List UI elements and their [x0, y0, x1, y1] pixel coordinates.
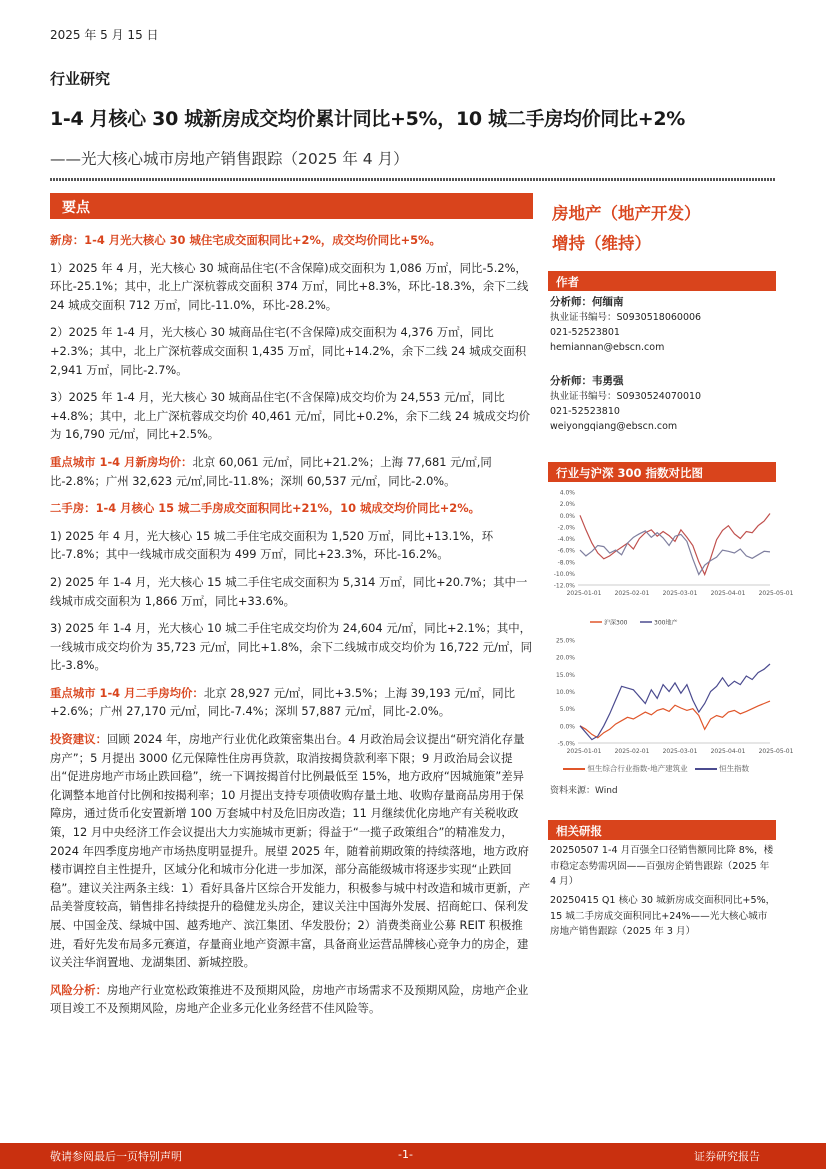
legend-swatch-2 [695, 768, 717, 770]
x-tick-label: 2025-04-01 [710, 590, 746, 597]
investment-head: 投资建议： [50, 732, 107, 747]
footer-disclaimer[interactable]: 敬请参阅最后一页特别声明 [50, 1150, 182, 1163]
y-tick-label: -2.0% [557, 524, 575, 532]
second-hand-point-1: 1) 2025 年 4 月，光大核心 15 城二手住宅成交面积为 1,520 万㎡，同比+13.1%，环比-7.8%；其中一线城市成交面积为 499 万㎡，同比+23.3%，环比-16.2%。 [50, 528, 494, 562]
second-hand-point-2: 2) 2025 年 1-4 月，光大核心 15 城二手住宅成交面积为 5,314 万㎡，同比+20.7%；其中一线城市成交面积为 1,866 万㎡，同比+33.6%。 [50, 574, 528, 608]
page-subtitle: ——光大核心城市房地产销售跟踪（2025 年 4 月） [50, 150, 409, 168]
x-tick-label: 2025-02-01 [614, 590, 650, 597]
series-line-2 [580, 664, 770, 740]
y-tick-label: 4.0% [559, 489, 575, 497]
analyst-1-phone: 021-52523801 [550, 327, 620, 338]
key-points-label: 要点 [62, 200, 90, 216]
related-1[interactable]: 20250507 1-4 月百强全口径销售额同比降 8%，楼市稳定态势需巩固——百强房企销售跟踪（2025 年 4 月） [550, 845, 774, 887]
y-tick-label: -8.0% [557, 559, 575, 567]
y-tick-label: 25.0% [555, 637, 575, 645]
y-tick-label: 15.0% [555, 671, 575, 679]
analyst-2-email[interactable]: weiyongqiang@ebscn.com [550, 421, 678, 432]
related-label: 相关研报 [556, 824, 602, 838]
x-tick-label: 2025-05-01 [758, 590, 794, 597]
y-tick-label: 5.0% [559, 706, 575, 714]
page-number: -1- [398, 1148, 413, 1161]
key-city-second-head: 重点城市 1-4 月二手房均价： [50, 685, 204, 700]
report-type: 行业研究 [50, 70, 111, 88]
x-tick-label: 2025-01-01 [566, 748, 602, 755]
series-line-1 [580, 701, 770, 738]
analyst-1-name: 分析师：何缅南 [550, 296, 624, 308]
x-tick-label: 2025-02-01 [614, 748, 650, 755]
new-house-point-2: 2）2025 年 1-4 月，光大核心 30 城商品住宅(不含保障)成交面积为 4,376 万㎡，同比+2.3%；其中，北上广深杭蓉成交面积 1,435 万㎡，同比+14.2%，余下二线 24 城成交面积 2,941 万㎡，同比-2.7%。 [50, 325, 527, 377]
y-tick-label: -5.0% [557, 740, 575, 748]
legend-label: 沪深300 [604, 619, 628, 627]
analyst-1 [550, 295, 701, 355]
x-tick-label: 2025-03-01 [662, 748, 698, 755]
new-house-point-3: 3）2025 年 1-4 月，光大核心 30 城商品住宅(不含保障)成交均价为 24,553 元/㎡，同比+4.8%；其中，北上广深杭蓉成交均价 40,461 元/㎡，同比+0.2%，余下二线 24 城成交均价为 16,790 元/㎡，同比+2.5%。 [50, 390, 530, 442]
key-city-new-body: 北京 60,061 元/㎡，同比+21.2%；上海 77,681 元/㎡,同比-2.8%；广州 32,623 元/㎡,同比-11.8%；深圳 60,537 元/㎡，同比-2.0%。 [50, 454, 492, 488]
second-hand-point-3: 3) 2025 年 1-4 月，光大核心 10 城二手住宅成交均价为 24,604 元/㎡，同比+2.1%；其中，一线城市成交均价为 35,723 元/㎡，同比+1.8%，余下二线城市成交均价为 16,722 元/㎡，同比-3.8%。 [50, 621, 533, 673]
rating-label: 增持（维持） [552, 234, 651, 253]
new-house-point-1: 1）2025 年 4 月，光大核心 30 城商品住宅(不含保障)成交面积为 1,086 万㎡，同比-5.2%，环比-25.1%；其中，北上广深杭蓉成交面积 374 万㎡，同比+8.3%，环比-18.3%，余下二线 24 城成交面积 712 万㎡，同比-11.0%，环比-28.2%。 [50, 260, 529, 312]
series-line-1 [580, 514, 770, 575]
analyst-2 [550, 374, 701, 434]
key-points-body [50, 231, 533, 1027]
investment-advice [50, 730, 533, 972]
legend-label: 300地产 [654, 619, 678, 627]
index-comparison-chart-2 [548, 612, 794, 760]
analyst-2-name: 分析师：韦勇强 [550, 375, 624, 387]
header-divider [50, 178, 776, 181]
analyst-2-phone: 021-52523810 [550, 406, 620, 417]
risk-head: 风险分析： [50, 982, 107, 997]
page-title: 1-4 月核心 30 城新房成交均价累计同比+5%，10 城二手房均价同比+2% [50, 108, 686, 130]
author-label: 作者 [556, 275, 579, 289]
y-tick-label: -12.0% [553, 582, 575, 590]
chart-source: 资料来源：Wind [550, 786, 618, 796]
footer-report-label: 证券研究报告 [694, 1150, 760, 1163]
analyst-1-cert: 执业证书编号：S0930518060006 [550, 312, 702, 323]
analyst-2-cert: 执业证书编号：S0930524070010 [550, 391, 702, 402]
y-tick-label: 10.0% [555, 689, 575, 696]
key-points-band [50, 193, 533, 219]
y-tick-label: -10.0% [553, 570, 575, 578]
index-comparison-chart-1 [548, 484, 794, 599]
related-2[interactable]: 20250415 Q1 核心 30 城新房成交面积同比+5%，15 城二手房成交面积同比+24%——光大核心城市房地产销售跟踪（2025 年 3 月） [550, 895, 776, 937]
key-city-second-body: 北京 28,927 元/㎡，同比+3.5%；上海 39,193 元/㎡，同比+2.6%；广州 27,170 元/㎡，同比-7.4%；深圳 57,887 元/㎡，同比-2.0%。 [50, 685, 516, 719]
bottom-legend-item-2: 恒生指数 [719, 764, 750, 773]
new-house-heading: 新房：1-4 月光大核心 30 城住宅成交面积同比+2%，成交均价同比+5%。 [50, 233, 441, 247]
x-tick-label: 2025-03-01 [662, 590, 698, 597]
y-tick-label: -6.0% [557, 547, 575, 555]
key-city-new-price [50, 453, 533, 490]
x-tick-label: 2025-04-01 [710, 748, 746, 755]
author-band [548, 271, 776, 291]
analyst-1-email[interactable]: hemiannan@ebscn.com [550, 342, 665, 353]
second-hand-heading: 二手房：1-4 月核心 15 城二手房成交面积同比+21%，10 城成交均价同比+2%。 [50, 501, 480, 516]
risk-analysis [50, 981, 533, 1018]
investment-body: 回顾 2024 年，房地产行业优化政策密集出台。4 月政治局会议提出“研究消化存量房产”；5 月提出 3000 亿元保障性住房再贷款，取消按揭贷款利率下限；9 月政治局会议提出“促进房地产市场止跌回稳”，统一下调按揭首付比例最低至 15%，地方政府“因城施策”差异化调整本地首付比例和按揭利率；10 月提出支持专项债收购存量土地、收购存量商品房用于保障房，通过货币化安置新增 100 万套城中村及危旧房改造；11 月继续优化房地产有关税收政策，12 月中央经济工作会议提出大力实施城市更新；得益于“一揽子政策组合”的精准发力，2024 年四季度房地产市场热度明显提升。展望 2025 年，随着前期政策的持续落地，地方政府楼市调控自主性提升，区域分化和城市分化进一步加深，部分高能级城市将逐步实现“止跌回稳”。建议关注两条主线：1）看好具备片区综合开发能力，积极参与城中村改造和城市更新，产品美誉度较高，销售排名持续提升的稳健龙头房企，建议关注中国海外发展、招商蛇口、保利发展、中国金茂、绿城中国、越秀地产、滨江集团、华发股份；2）消费类商业公募 REIT 积极推进，看好先发布局多元赛道，存量商业地产资源丰富，具备商业运营品牌核心竞争力的房企，建议关注华润置地、龙湖集团、新城控股。 [50, 732, 531, 970]
y-tick-label: 0.0% [559, 512, 575, 520]
y-tick-label: 20.0% [555, 654, 575, 662]
bottom-legend [563, 763, 749, 774]
risk-body: 房地产行业宽松政策推进不及预期风险，房地产市场需求不及预期风险，房地产企业项目竣工不及预期风险，房地产企业多元化业务经营不佳风险等。 [50, 982, 529, 1016]
y-tick-label: 0.0% [559, 723, 575, 731]
chart-label: 行业与沪深 300 指数对比图 [556, 466, 704, 480]
key-city-second-price [50, 684, 533, 721]
y-tick-label: -4.0% [557, 536, 575, 543]
x-tick-label: 2025-05-01 [758, 748, 794, 755]
bottom-legend-item-1: 恒生综合行业指数-地产建筑业 [587, 764, 688, 773]
x-tick-label: 2025-01-01 [566, 590, 602, 597]
y-tick-label: 2.0% [559, 501, 575, 509]
key-city-new-head: 重点城市 1-4 月新房均价： [50, 454, 193, 469]
report-date: 2025 年 5 月 15 日 [50, 28, 159, 42]
legend-swatch-1 [563, 768, 585, 770]
sector-label: 房地产（地产开发） [552, 204, 701, 223]
